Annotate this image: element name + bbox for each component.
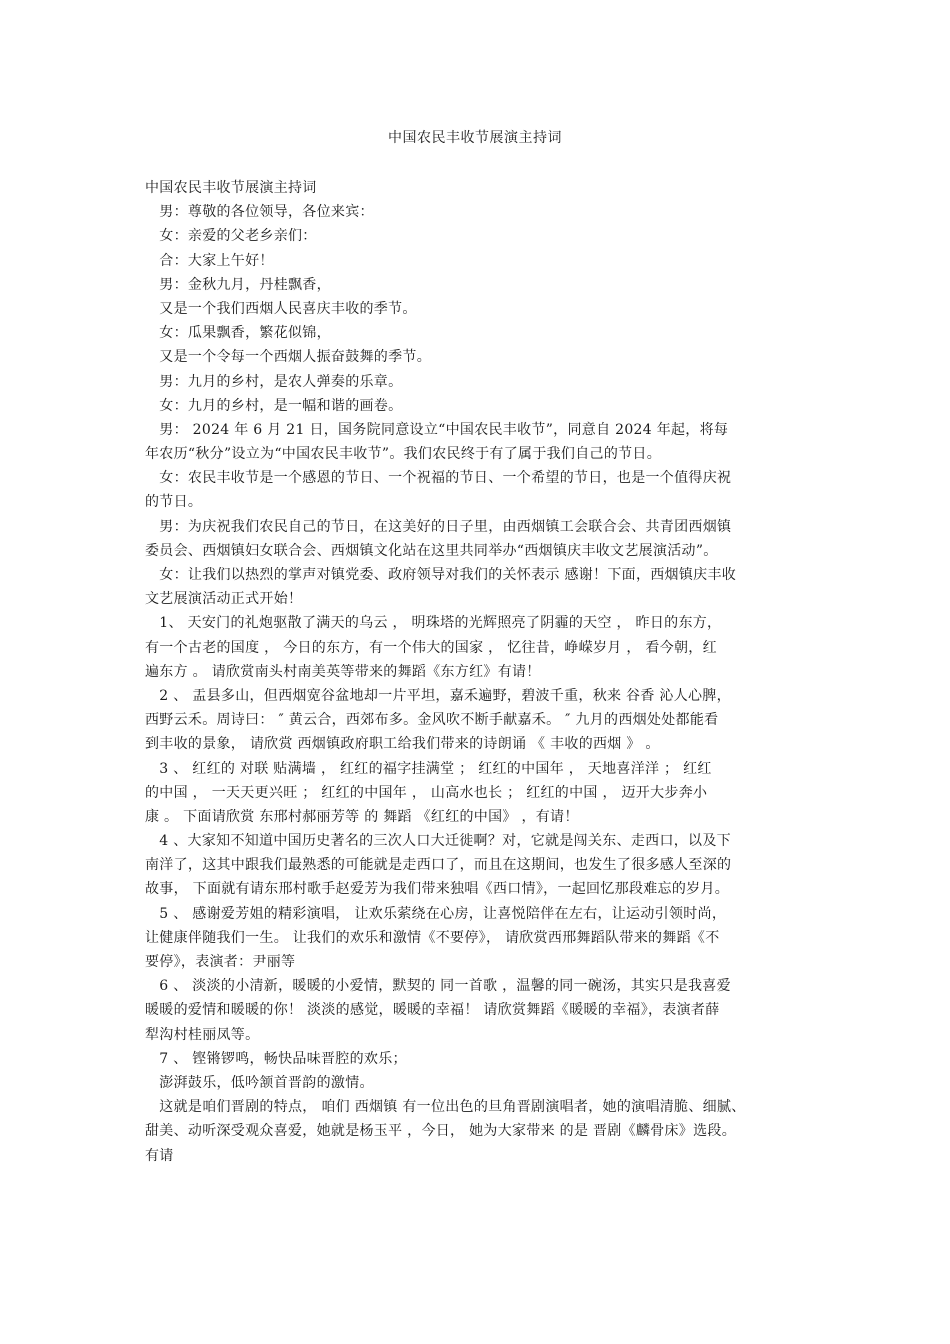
text-line: 让健康伴随我们一生。 让我们的欢乐和激情《不要停》， 请欣赏西邢舞蹈队带来的舞蹈《不	[145, 929, 720, 946]
text-line: 又是一个我们西烟人民喜庆丰收的季节。	[145, 300, 417, 317]
document-title: 中国农民丰收节展演主持词	[388, 130, 562, 146]
text-line: 女：让我们以热烈的掌声对镇党委、政府领导对我们的关怀表示 感谢！下面，西烟镇庆丰收	[145, 567, 737, 583]
text-line: 4 、大家知不知道中国历史著名的三次人口大迁徙啊？对，它就是闯关东、走西口，以及下	[145, 833, 731, 850]
text-line: 女：九月的乡村，是一幅和谐的画卷。	[145, 397, 403, 414]
text-line: 6 、 淡淡的小清新，暖暖的小爱情，默契的 同一首歌 ，温馨的同一碗汤，其实只是我喜爱	[145, 978, 731, 995]
text-line: 的节日。	[145, 494, 203, 511]
text-line: 合：大家上午好！	[145, 252, 274, 269]
text-line: 有一个古老的国度 ， 今日的东方，有一个伟大的国家 ， 忆往昔，峥嵘岁月 ， 看今朝，红	[145, 639, 717, 656]
text-line: 女：亲爱的父老乡亲们：	[145, 228, 317, 245]
text-line: 2 、 盂县多山，但西烟宽谷盆地却一片平坦，嘉禾遍野，碧波千重，秋来 谷香 沁人心脾，	[145, 687, 731, 704]
text-line: 这就是咱们晋剧的特点， 咱们 西烟镇 有一位出色的旦角晋剧演唱者，她的演唱清脆、细腻、	[145, 1099, 746, 1116]
text-line: 要停》，表演者：尹丽等	[145, 954, 296, 970]
text-line: 女：农民丰收节是一个感恩的节日、一个祝福的节日、一个希望的节日，也是一个值得庆祝	[145, 470, 732, 487]
text-line: 年农历“秋分”设立为“中国农民丰收节”。我们农民终于有了属于我们自己的节日。	[145, 446, 662, 463]
text-line: 男：金秋九月，丹桂飘香，	[145, 276, 331, 293]
text-line: 3 、 红红的 对联 贴满墙 ， 红红的福字挂满堂 ； 红红的中国年 ， 天地喜洋洋 ； 红红	[145, 760, 712, 777]
text-line: 又是一个令每一个西烟人振奋鼓舞的季节。	[145, 349, 431, 366]
text-line: 女：瓜果飘香，繁花似锦，	[145, 325, 331, 342]
text-line: 文艺展演活动正式开始！	[145, 591, 303, 608]
text-line: 的中国 ， 一天天更兴旺 ； 红红的中国年 ， 山高水也长 ； 红红的中国 ， 迈开大步奔小	[145, 784, 708, 801]
text-line: 男：为庆祝我们农民自己的节日，在这美好的日子里，由西烟镇工会联合会、共青团西烟镇	[145, 518, 732, 535]
text-line: 西野云禾。周诗曰： ″ 黄云合，西郊布多。金风吹不断手献嘉禾。 ″ 九月的西烟处处都能看	[145, 712, 719, 729]
text-line: 暖暖的爱情和暖暖的你！ 淡淡的感觉，暖暖的幸福！ 请欣赏舞蹈《暖暖的幸福》，表演者薛	[145, 1002, 720, 1019]
text-line: 男：九月的乡村，是农人弹奏的乐章。	[145, 373, 403, 390]
text-line: 犁沟村桂丽凤等。	[145, 1026, 260, 1043]
text-line: 南洋了，这其中跟我们最熟悉的可能就是走西口了，而且在这期间，也发生了很多感人至深的	[145, 857, 732, 874]
text-line: 康 。 下面请欣赏 东邢村郝丽芳等 的 舞蹈 《红红的中国》 ，有请！	[145, 808, 579, 825]
text-line: 甜美、动听深受观众喜爱，她就是杨玉平 ，今日， 她为大家带来 的是 晋剧《麟骨床》选段。	[145, 1123, 736, 1140]
text-line: 1、 天安门的礼炮驱散了满天的乌云 ， 明珠塔的光辉照亮了阴霾的天空 ， 昨日的东方，	[145, 615, 722, 632]
text-line: 到丰收的景象， 请欣赏 西烟镇政府职工给我们带来的诗朗诵 《 丰收的西烟 》 。	[145, 736, 660, 753]
document-body	[145, 176, 810, 1168]
text-line: 5 、 感谢爱芳姐的精彩演唱， 让欢乐萦绕在心房，让喜悦陪伴在左右，让运动引领时尚，	[145, 905, 727, 922]
text-line: 遍东方 。 请欣赏南头村南美英等带来的舞蹈《东方红》有请！	[145, 663, 541, 680]
text-line: 有请	[145, 1147, 174, 1164]
text-line: 故事， 下面就有请东邢村歌手赵爱芳为我们带来独唱《西口情》，一起回忆那段难忘的岁月。	[145, 881, 730, 898]
text-line: 委员会、西烟镇妇女联合会、西烟镇文化站在这里共同举办“西烟镇庆丰收文艺展演活动”。	[145, 542, 718, 559]
text-line: 澎湃鼓乐，低吟颔首晋韵的激情。	[145, 1074, 374, 1091]
text-line: 男：尊敬的各位领导，各位来宾：	[145, 204, 374, 221]
text-line: 7 、 铿锵锣鸣，畅快品味晋腔的欢乐；	[145, 1050, 407, 1067]
text-line: 中国农民丰收节展演主持词	[145, 180, 317, 196]
text-line: 男： 2024 年 6 月 21 日，国务院同意设立“中国农民丰收节”，同意自 2024 年起，将每	[145, 421, 729, 438]
